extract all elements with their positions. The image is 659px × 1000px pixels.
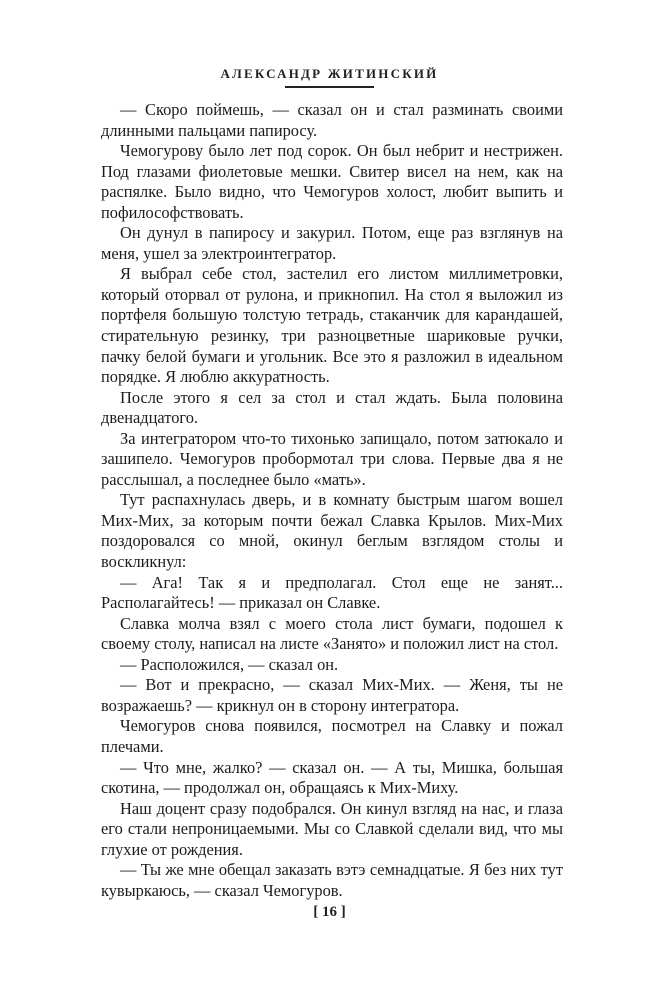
- paragraph: Я выбрал себе стол, застелил его листом миллиметровки, который оторвал от рулона, и прикнопил. На стол я выложил из портфеля большую толстую тетрадь, стаканчик для карандашей, стирательную резинку, три разноцветные шариковые ручки, пачку белой бумаги и угольник. Все это я разложил в идеальном порядке. Я люблю аккуратность.: [101, 264, 563, 387]
- header-rule: [285, 86, 374, 88]
- paragraph: После этого я сел за стол и стал ждать. Была половина двенадцатого.: [101, 387, 563, 428]
- body-text: [101, 100, 563, 901]
- paragraph: — Ага! Так я и предполагал. Стол еще не занят... Располагайтесь! — приказал он Славке.: [101, 572, 563, 613]
- paragraph: — Ты же мне обещал заказать вэтэ семнадцатые. Я без них тут кувыркаюсь, — сказал Чемогуров.: [101, 860, 563, 900]
- paragraph: Славка молча взял с моего стола лист бумаги, подошел к своему столу, написал на листе «Занято» и положил лист на стол.: [101, 613, 563, 654]
- page-number: [ 16 ]: [313, 904, 346, 920]
- paragraph: Наш доцент сразу подобрался. Он кинул взгляд на нас, и глаза его стали непроницаемыми. Мы со Славкой сделали вид, что мы глухие от рождения.: [101, 798, 563, 859]
- paragraph: Чемогурову было лет под сорок. Он был небрит и нестрижен. Под глазами фиолетовые мешки. Свитер висел на нем, как на распялке. Было видно, что Чемогуров холост, любит выпить и пофилософствовать.: [101, 141, 563, 222]
- paragraph: Чемогуров снова появился, посмотрел на Славку и пожал плечами.: [101, 716, 563, 756]
- running-head-author: АЛЕКСАНДР ЖИТИНСКИЙ: [220, 66, 439, 81]
- paragraph: — Вот и прекрасно, — сказал Мих-Мих. — Женя, ты не возражаешь? — крикнул он в сторону интегратора.: [101, 675, 563, 715]
- paragraph: — Расположился, — сказал он.: [120, 654, 339, 674]
- paragraph: — Что мне, жалко? — сказал он. — А ты, Мишка, большая скотина, — продолжал он, обращаясь к Мих-Миху.: [101, 757, 563, 798]
- paragraph: Тут распахнулась дверь, и в комнату быстрым шагом вошел Мих-Мих, за которым почти бежал Славка Крылов. Мих-Мих поздоровался со мной, окинул беглым взглядом столы и воскликнул:: [101, 490, 563, 572]
- paragraph: Он дунул в папиросу и закурил. Потом, еще раз взглянув на меня, ушел за электроинтегратор.: [101, 223, 563, 263]
- paragraph: За интегратором что-то тихонько запищало, потом затюкало и зашипело. Чемогуров пробормотал три слова. Первые два я не расслышал, а последнее было «мать».: [101, 428, 563, 489]
- paragraph: — Скоро поймешь, — сказал он и стал разминать своими длинными пальцами папиросу.: [101, 100, 563, 140]
